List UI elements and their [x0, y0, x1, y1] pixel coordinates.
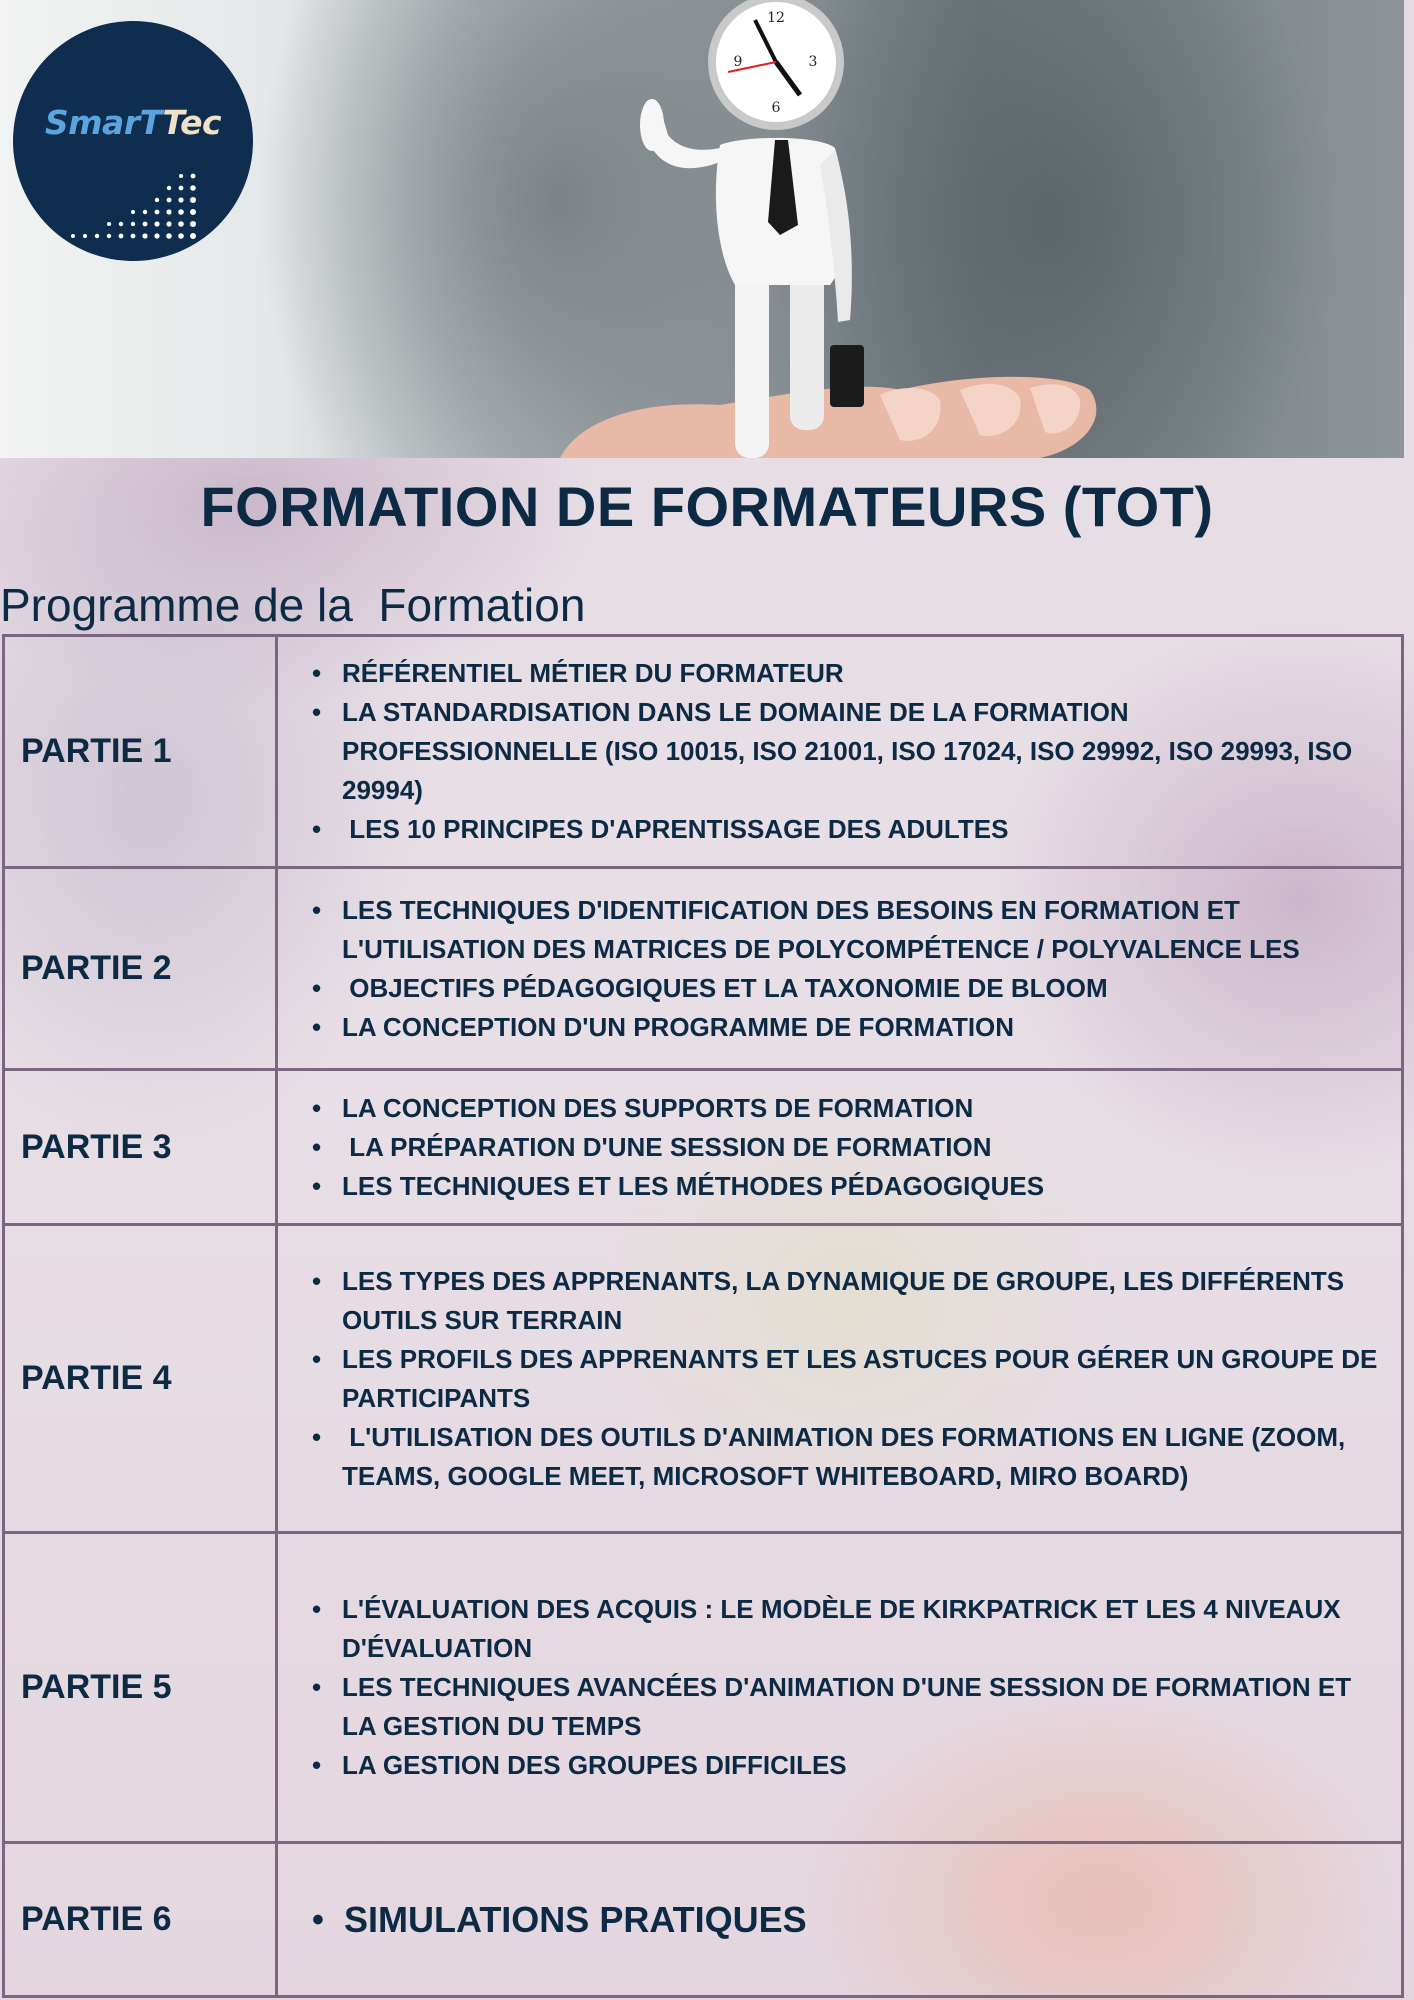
list-item: • LES TECHNIQUES D'IDENTIFICATION DES BESOINS EN FORMATION ET L'UTILISATION DES MATRICES DE POLYCOMPÉTENCE / POLYVALENCE LES [308, 891, 1387, 969]
svg-text:3: 3 [808, 54, 818, 70]
part-label: PARTIE 2 [4, 868, 277, 1070]
program-subtitle: Programme de la Formation [0, 579, 586, 631]
topic-list [308, 1590, 1387, 1785]
list-item: • LES TECHNIQUES ET LES MÉTHODES PÉDAGOGIQUES [308, 1167, 1387, 1206]
list-item: • LA STANDARDISATION DANS LE DOMAINE DE LA FORMATION PROFESSIONNELLE (ISO 10015, ISO 21001, ISO 17024, ISO 29992, ISO 29993, ISO 29994) [308, 693, 1387, 810]
page-title: FORMATION DE FORMATEURS (TOT) [200, 475, 1214, 538]
svg-text:12: 12 [767, 10, 785, 26]
list-item: • SIMULATIONS PRATIQUES [308, 1896, 1387, 1944]
topic-list [308, 654, 1387, 849]
topic-list [308, 1262, 1387, 1496]
part-content [277, 1533, 1403, 1843]
logo-text: SmarTTec [44, 103, 222, 142]
list-item: • LA CONCEPTION DES SUPPORTS DE FORMATION [308, 1089, 1387, 1128]
table-row [4, 1225, 1403, 1533]
program-table [2, 634, 1404, 1998]
topic-list [308, 1896, 1387, 1944]
part-content [277, 1225, 1403, 1533]
topic-list [308, 891, 1387, 1047]
list-item: • LES 10 PRINCIPES D'APRENTISSAGE DES ADULTES [308, 810, 1387, 849]
part-label: PARTIE 1 [4, 636, 277, 868]
table-row [4, 636, 1403, 868]
list-item: • LA CONCEPTION D'UN PROGRAMME DE FORMATION [308, 1008, 1387, 1047]
list-item: • LA PRÉPARATION D'UNE SESSION DE FORMATION [308, 1128, 1387, 1167]
part-label: PARTIE 4 [4, 1225, 277, 1533]
part-content [277, 1070, 1403, 1225]
part-label: PARTIE 3 [4, 1070, 277, 1225]
list-item: • RÉFÉRENTIEL MÉTIER DU FORMATEUR [308, 654, 1387, 693]
part-label: PARTIE 6 [4, 1843, 277, 1997]
svg-text:6: 6 [771, 100, 781, 116]
part-content [277, 636, 1403, 868]
part-label: PARTIE 5 [4, 1533, 277, 1843]
list-item: • OBJECTIFS PÉDAGOGIQUES ET LA TAXONOMIE DE BLOOM [308, 969, 1387, 1008]
table-row [4, 1533, 1403, 1843]
list-item: • L'UTILISATION DES OUTILS D'ANIMATION DES FORMATIONS EN LIGNE (ZOOM, TEAMS, GOOGLE MEET, MICROSOFT WHITEBOARD, MIRO BOARD) [308, 1418, 1387, 1496]
list-item: • LES PROFILS DES APPRENANTS ET LES ASTUCES POUR GÉRER UN GROUPE DE PARTICIPANTS [308, 1340, 1387, 1418]
part-content [277, 1843, 1403, 1997]
table-row [4, 1070, 1403, 1225]
dot-wave-icon [63, 171, 213, 251]
smarttec-logo [13, 21, 253, 261]
table-row [4, 1843, 1403, 1997]
list-item: • LES TYPES DES APPRENANTS, LA DYNAMIQUE DE GROUPE, LES DIFFÉRENTS OUTILS SUR TERRAIN [308, 1262, 1387, 1340]
topic-list [308, 1089, 1387, 1206]
svg-text:9: 9 [733, 54, 743, 70]
table-row [4, 868, 1403, 1070]
list-item: • LES TECHNIQUES AVANCÉES D'ANIMATION D'UNE SESSION DE FORMATION ET LA GESTION DU TEMPS [308, 1668, 1387, 1746]
part-content [277, 868, 1403, 1070]
hero-banner [0, 0, 1404, 458]
list-item: • L'ÉVALUATION DES ACQUIS : LE MODÈLE DE KIRKPATRICK ET LES 4 NIVEAUX D'ÉVALUATION [308, 1590, 1387, 1668]
list-item: • LA GESTION DES GROUPES DIFFICILES [308, 1746, 1387, 1785]
